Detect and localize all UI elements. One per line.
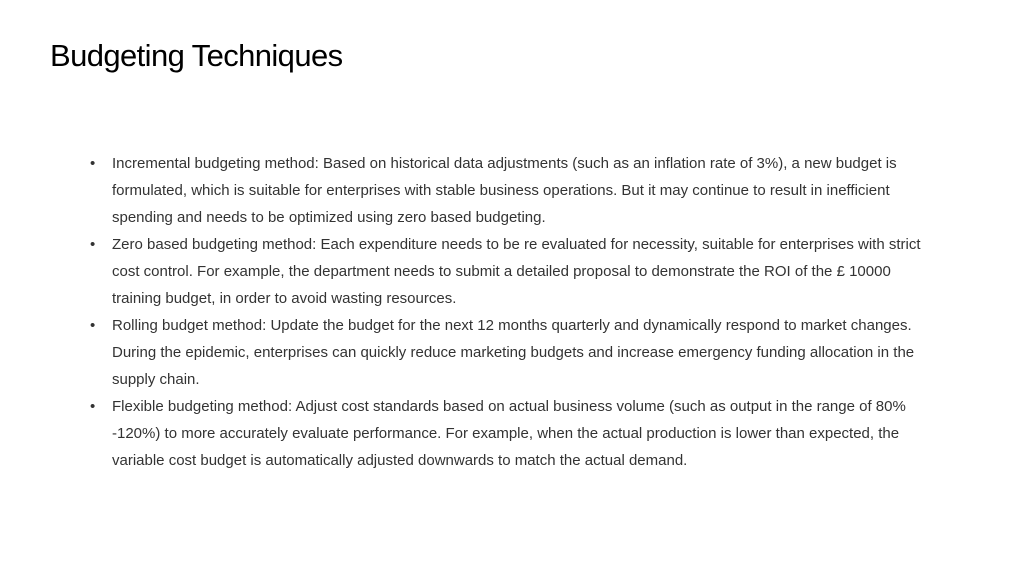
bullet-dot-icon: • [90,398,96,415]
bullet-item-zero-based-budgeting [90,231,940,312]
slide-title: Budgeting Techniques [50,38,343,73]
bullet-dot-icon: • [90,155,96,172]
bullet-text: Incremental budgeting method: Based on historical data adjustments (such as an inflation rate of 3%), a new budget is formulated, which is suitable for enterprises with stable business operations. But it may continue to result in inefficient spending and needs to be optimized using zero based budgeting. [112,155,897,226]
bullet-dot-icon: • [90,236,96,253]
bullet-text: Zero based budgeting method: Each expenditure needs to be re evaluated for necessity, suitable for enterprises with strict cost control. For example, the department needs to submit a detailed proposal to demonstrate the ROI of the £ 10000 training budget, in order to avoid wasting resources. [112,236,921,307]
bullet-item-rolling-budget [90,312,940,393]
bullet-text: Rolling budget method: Update the budget for the next 12 months quarterly and dynamically respond to market changes. During the epidemic, enterprises can quickly reduce marketing budgets and increase emergency funding allocation in the supply chain. [112,317,915,388]
bullet-text: Flexible budgeting method: Adjust cost standards based on actual business volume (such as output in the range of 80% -120%) to more accurately evaluate performance. For example, when the actual production is lower than expected, the variable cost budget is automatically adjusted downwards to match the actual demand. [112,398,906,469]
bullet-item-flexible-budgeting [90,393,940,474]
bullet-list [90,150,940,474]
bullet-item-incremental-budgeting [90,150,940,231]
bullet-dot-icon: • [90,317,96,334]
